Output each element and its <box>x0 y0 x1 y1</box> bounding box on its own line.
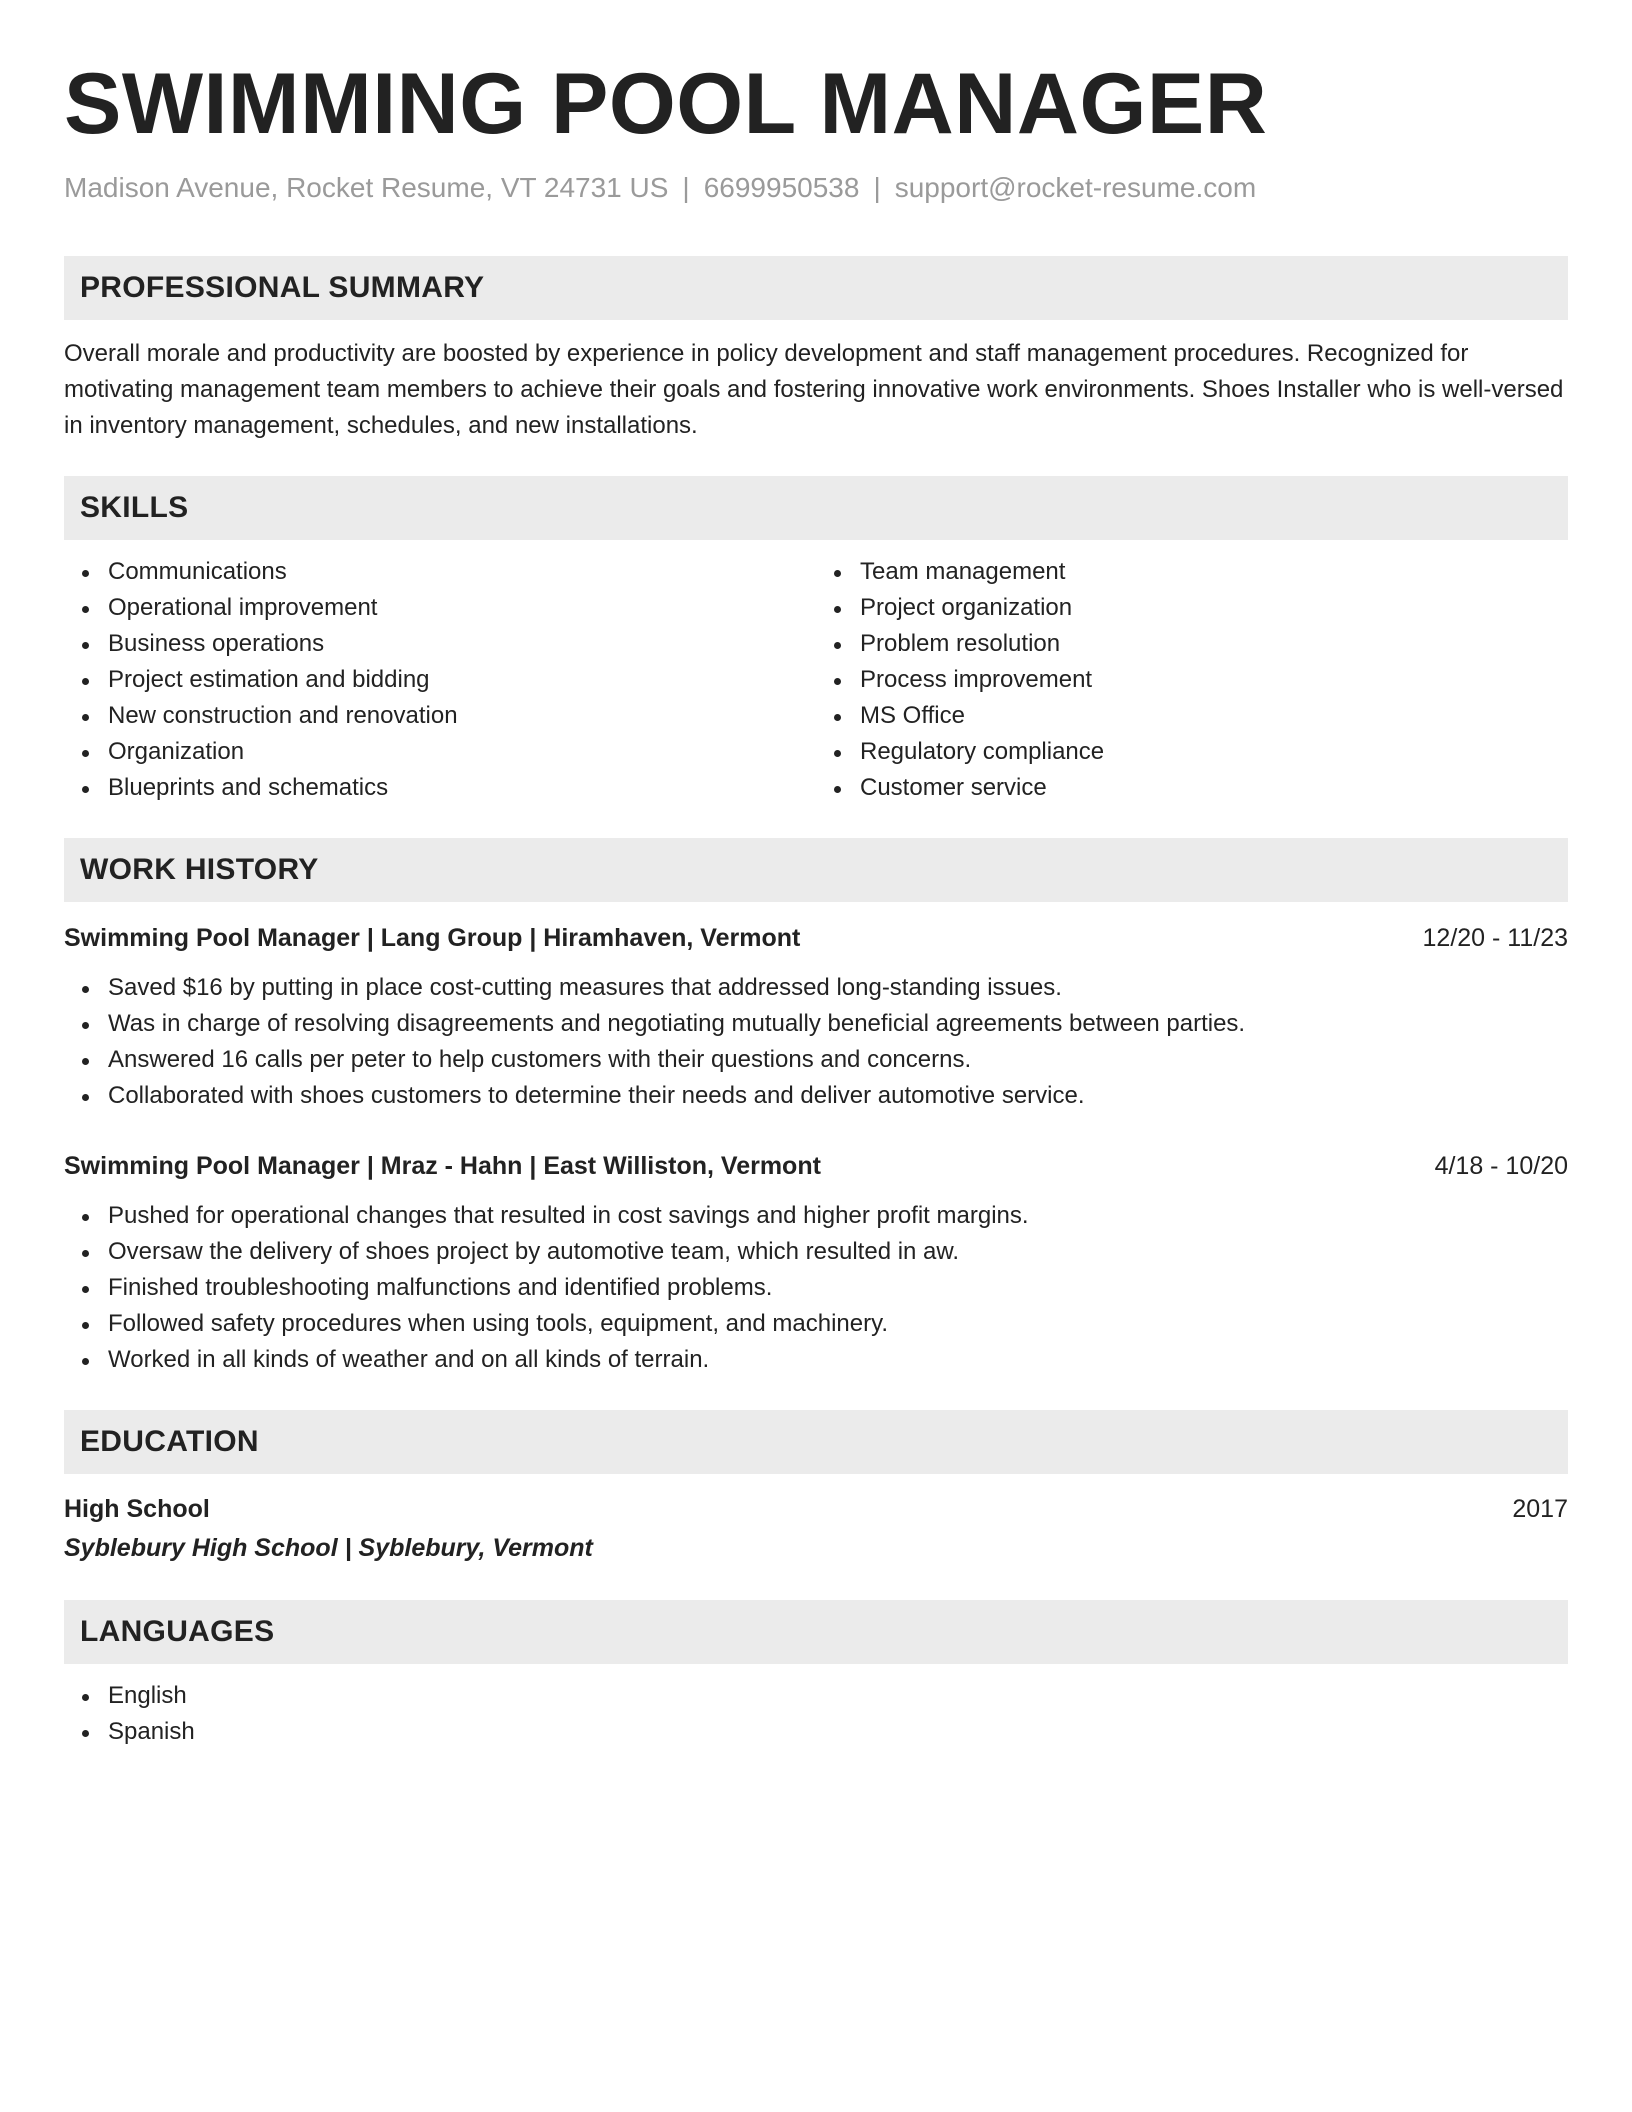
job-dates: 4/18 - 10/20 <box>1434 1151 1568 1180</box>
skills-column-right <box>816 554 1568 806</box>
bullet-icon <box>82 1358 89 1365</box>
job-entry <box>64 1148 1568 1378</box>
education-header <box>64 1490 1568 1528</box>
bullet-icon <box>82 606 89 613</box>
section-header-summary: PROFESSIONAL SUMMARY <box>64 256 1568 320</box>
contact-separator: | <box>873 171 881 203</box>
bullet-icon <box>834 606 841 613</box>
education-entry <box>64 1490 1568 1568</box>
job-dates: 12/20 - 11/23 <box>1422 923 1568 952</box>
job-bullet <box>64 1342 1568 1378</box>
skill-item <box>64 554 816 590</box>
contact-line <box>64 172 1568 204</box>
bullet-icon <box>82 1022 89 1029</box>
skill-label: New construction and renovation <box>108 701 458 729</box>
skill-label: Organization <box>108 737 245 765</box>
summary-text: Overall morale and productivity are boosted by experience in policy development and staff management procedures. Recognized for motivating management team members to achieve their goals and fostering innovative work environments. Shoes Installer who is well-versed in inventory management, schedules, and new installations. <box>64 339 1564 439</box>
bullet-icon <box>82 678 89 685</box>
section-header-languages: LANGUAGES <box>64 1600 1568 1664</box>
job-bullet <box>64 1306 1568 1342</box>
skill-item <box>816 734 1568 770</box>
languages-list <box>64 1678 1568 1750</box>
bullet-icon <box>834 570 841 577</box>
job-header <box>64 920 1568 956</box>
bullet-icon <box>82 750 89 757</box>
job-bullet-text: Worked in all kinds of weather and on all kinds of terrain. <box>108 1345 710 1373</box>
bullet-icon <box>82 570 89 577</box>
bullet-icon <box>82 1322 89 1329</box>
skills-grid <box>64 554 1568 806</box>
language-item <box>64 1678 1568 1714</box>
bullet-icon <box>82 1250 89 1257</box>
job-bullets <box>64 1198 1568 1378</box>
skill-label: MS Office <box>860 701 965 729</box>
job-bullets <box>64 970 1568 1114</box>
skill-label: Project estimation and bidding <box>108 665 430 693</box>
contact-email: support@rocket-resume.com <box>894 171 1257 203</box>
skill-item <box>64 770 816 806</box>
skill-item <box>64 698 816 734</box>
candidate-name: SWIMMING POOL MANAGER <box>64 56 1268 152</box>
skill-label: Problem resolution <box>860 629 1061 657</box>
section-header-education: EDUCATION <box>64 1410 1568 1474</box>
skill-label: Business operations <box>108 629 325 657</box>
job-bullet-text: Pushed for operational changes that resulted in cost savings and higher profit margins. <box>108 1201 1029 1229</box>
language-item <box>64 1714 1568 1750</box>
job-bullet <box>64 970 1568 1006</box>
skill-label: Blueprints and schematics <box>108 773 389 801</box>
job-bullet <box>64 1270 1568 1306</box>
skill-item <box>64 626 816 662</box>
contact-separator: | <box>682 171 690 203</box>
job-bullet-text: Followed safety procedures when using tools, equipment, and machinery. <box>108 1309 888 1337</box>
section-header-work-history: WORK HISTORY <box>64 838 1568 902</box>
job-bullet-text: Collaborated with shoes customers to determine their needs and deliver automotive service. <box>108 1081 1085 1109</box>
bullet-icon <box>834 714 841 721</box>
skill-item <box>64 662 816 698</box>
skill-label: Project organization <box>860 593 1073 621</box>
skill-label: Team management <box>860 557 1066 585</box>
skill-item <box>816 554 1568 590</box>
skill-item <box>816 698 1568 734</box>
bullet-icon <box>82 1730 89 1737</box>
skills-list-left <box>64 554 816 806</box>
job-bullet <box>64 1042 1568 1078</box>
job-bullet-text: Was in charge of resolving disagreements and negotiating mutually beneficial agreements between parties. <box>108 1009 1246 1037</box>
skill-label: Regulatory compliance <box>860 737 1105 765</box>
job-bullet-text: Answered 16 calls per peter to help customers with their questions and concerns. <box>108 1045 972 1073</box>
job-title: Swimming Pool Manager | Mraz - Hahn | East Williston, Vermont <box>64 1151 821 1180</box>
bullet-icon <box>82 1094 89 1101</box>
language-label: English <box>108 1681 187 1709</box>
education-degree: High School <box>64 1494 210 1523</box>
bullet-icon <box>82 642 89 649</box>
skill-label: Customer service <box>860 773 1047 801</box>
job-header <box>64 1148 1568 1184</box>
skill-label: Communications <box>108 557 287 585</box>
job-title: Swimming Pool Manager | Lang Group | Hiramhaven, Vermont <box>64 923 801 952</box>
contact-phone: 6699950538 <box>703 171 860 203</box>
job-bullet-text: Finished troubleshooting malfunctions and identified problems. <box>108 1273 773 1301</box>
bullet-icon <box>82 1694 89 1701</box>
skills-list-right <box>816 554 1568 806</box>
bullet-icon <box>82 1058 89 1065</box>
skill-label: Operational improvement <box>108 593 378 621</box>
contact-address: Madison Avenue, Rocket Resume, VT 24731 US <box>64 171 669 203</box>
skill-item <box>64 734 816 770</box>
skill-label: Process improvement <box>860 665 1093 693</box>
job-bullet <box>64 1006 1568 1042</box>
skills-column-left <box>64 554 816 806</box>
skill-item <box>64 590 816 626</box>
languages-list-wrapper <box>64 1678 1568 1750</box>
education-school: Syblebury High School | Syblebury, Vermont <box>64 1533 593 1562</box>
job-bullet <box>64 1234 1568 1270</box>
bullet-icon <box>82 986 89 993</box>
skill-item <box>816 770 1568 806</box>
job-bullet <box>64 1198 1568 1234</box>
bullet-icon <box>834 678 841 685</box>
skill-item <box>816 626 1568 662</box>
bullet-icon <box>834 786 841 793</box>
skill-item <box>816 662 1568 698</box>
bullet-icon <box>82 1214 89 1221</box>
section-header-skills: SKILLS <box>64 476 1568 540</box>
bullet-icon <box>82 786 89 793</box>
bullet-icon <box>834 750 841 757</box>
job-bullet-text: Oversaw the delivery of shoes project by automotive team, which resulted in aw. <box>108 1237 960 1265</box>
bullet-icon <box>834 642 841 649</box>
language-label: Spanish <box>108 1717 195 1745</box>
job-bullet <box>64 1078 1568 1114</box>
education-year: 2017 <box>1512 1494 1568 1523</box>
job-bullet-text: Saved $16 by putting in place cost-cutting measures that addressed long-standing issues. <box>108 973 1062 1001</box>
bullet-icon <box>82 714 89 721</box>
bullet-icon <box>82 1286 89 1293</box>
skill-item <box>816 590 1568 626</box>
job-entry <box>64 920 1568 1114</box>
